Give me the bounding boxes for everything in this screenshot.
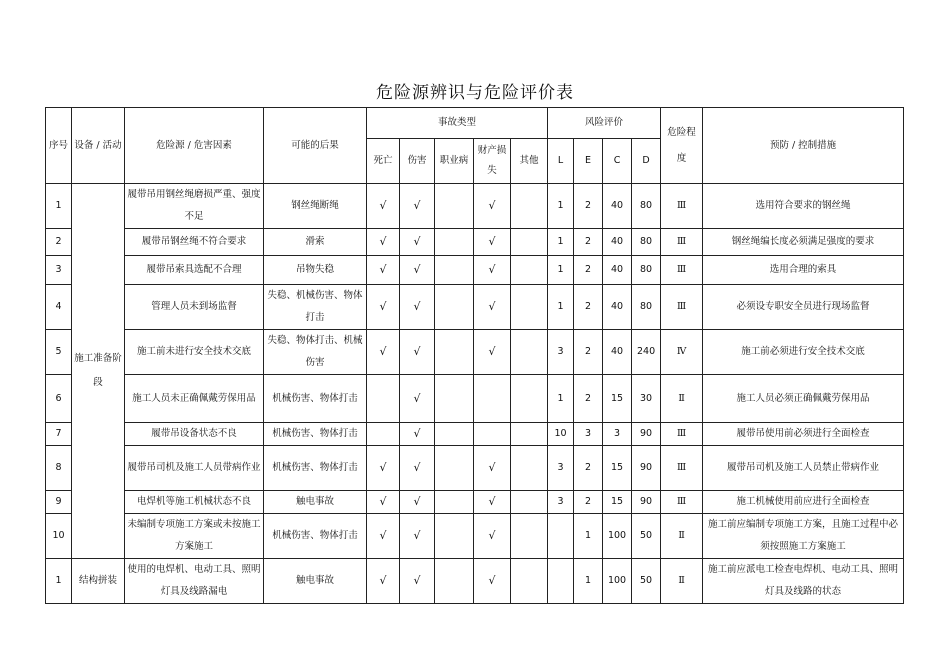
page-title: 危险源辨识与危险评价表: [376, 83, 574, 103]
row-D: 50: [632, 514, 661, 559]
row-measure: 施工前应派电工检查电焊机、电动工具、照明灯具及线路的状态: [703, 559, 904, 604]
header-injury: 伤害: [400, 139, 435, 184]
row-C: 100: [603, 559, 632, 604]
table-row: [46, 256, 904, 285]
header-death: 死亡: [367, 139, 400, 184]
row-level: Ⅲ: [661, 491, 703, 514]
row-level: Ⅲ: [661, 229, 703, 256]
row-level: Ⅱ: [661, 514, 703, 559]
row-seq: 7: [46, 423, 72, 446]
row-death: [367, 375, 400, 423]
row-hazard: 履带吊用钢丝绳磨损严重、强度不足: [125, 184, 264, 229]
header-occupational: 职业病: [435, 139, 474, 184]
header-risk-eval: 风险评价: [548, 108, 661, 139]
header-E: E: [574, 139, 603, 184]
row-prop: [474, 423, 511, 446]
row-seq: 9: [46, 491, 72, 514]
row-other: [511, 256, 548, 285]
row-other: [511, 559, 548, 604]
table-row: [46, 375, 904, 423]
row-death: √: [367, 285, 400, 330]
row-consequence: 触电事故: [264, 559, 367, 604]
row-D: 90: [632, 491, 661, 514]
hazard-table: [45, 107, 904, 604]
row-other: [511, 285, 548, 330]
row-level: Ⅲ: [661, 446, 703, 491]
row-other: [511, 446, 548, 491]
table-row: [46, 491, 904, 514]
row-other: [511, 375, 548, 423]
table-row: [46, 330, 904, 375]
row-consequence: 钢丝绳断绳: [264, 184, 367, 229]
row-D: 240: [632, 330, 661, 375]
row-measure: 履带吊使用前必须进行全面检查: [703, 423, 904, 446]
group-cell: 施工准备阶段: [72, 184, 125, 559]
row-death: √: [367, 559, 400, 604]
row-measure: 必须设专职安全员进行现场监督: [703, 285, 904, 330]
row-injury: √: [400, 423, 435, 446]
header-C: C: [603, 139, 632, 184]
row-D: 80: [632, 285, 661, 330]
row-E: 2: [574, 184, 603, 229]
row-E: 2: [574, 446, 603, 491]
row-consequence: 机械伤害、物体打击: [264, 514, 367, 559]
row-level: Ⅲ: [661, 256, 703, 285]
row-seq: 2: [46, 229, 72, 256]
row-hazard: 管理人员未到场监督: [125, 285, 264, 330]
table-row: [46, 184, 904, 229]
row-occ: [435, 256, 474, 285]
row-occ: [435, 514, 474, 559]
row-E: 3: [574, 423, 603, 446]
row-D: 80: [632, 229, 661, 256]
row-prop: √: [474, 559, 511, 604]
row-injury: √: [400, 229, 435, 256]
row-consequence: 机械伤害、物体打击: [264, 423, 367, 446]
header-D: D: [632, 139, 661, 184]
row-L: 1: [548, 256, 574, 285]
row-L: [548, 559, 574, 604]
row-L: 3: [548, 330, 574, 375]
row-other: [511, 423, 548, 446]
table-row: [46, 285, 904, 330]
header-equip: 设备 / 活动: [72, 108, 125, 184]
row-D: 90: [632, 423, 661, 446]
row-injury: √: [400, 184, 435, 229]
row-E: 2: [574, 256, 603, 285]
row-prop: √: [474, 184, 511, 229]
row-prop: √: [474, 491, 511, 514]
header-accident-type: 事故类型: [367, 108, 548, 139]
table-row: [46, 514, 904, 559]
row-occ: [435, 184, 474, 229]
row-C: 100: [603, 514, 632, 559]
row-death: √: [367, 491, 400, 514]
row-L: 10: [548, 423, 574, 446]
row-seq: 8: [46, 446, 72, 491]
row-injury: √: [400, 491, 435, 514]
row-C: 40: [603, 330, 632, 375]
row-seq: 5: [46, 330, 72, 375]
row-death: √: [367, 184, 400, 229]
row-level: Ⅲ: [661, 184, 703, 229]
row-occ: [435, 491, 474, 514]
row-injury: √: [400, 330, 435, 375]
row-other: [511, 514, 548, 559]
row-seq: 1: [46, 184, 72, 229]
row-measure: 施工人员必须正确佩戴劳保用品: [703, 375, 904, 423]
row-D: 50: [632, 559, 661, 604]
row-seq: 4: [46, 285, 72, 330]
row-death: √: [367, 229, 400, 256]
row-other: [511, 229, 548, 256]
row-L: 1: [548, 184, 574, 229]
row-injury: √: [400, 256, 435, 285]
row-prop: [474, 375, 511, 423]
row-D: 80: [632, 256, 661, 285]
header-danger-level: 危险程度: [661, 108, 703, 184]
row-E: 1: [574, 559, 603, 604]
table-row: [46, 559, 904, 604]
row-seq: 10: [46, 514, 72, 559]
row-level: Ⅱ: [661, 375, 703, 423]
row-consequence: 机械伤害、物体打击: [264, 375, 367, 423]
row-hazard: 未编制专项施工方案或未按施工方案施工: [125, 514, 264, 559]
row-hazard: 履带吊司机及施工人员带病作业: [125, 446, 264, 491]
header-measures: 预防 / 控制措施: [703, 108, 904, 184]
row-consequence: 失稳、机械伤害、物体打击: [264, 285, 367, 330]
row-D: 80: [632, 184, 661, 229]
row-occ: [435, 330, 474, 375]
row-prop: √: [474, 285, 511, 330]
row-other: [511, 491, 548, 514]
row-consequence: 失稳、物体打击、机械伤害: [264, 330, 367, 375]
row-C: 40: [603, 229, 632, 256]
row-death: [367, 423, 400, 446]
row-prop: √: [474, 229, 511, 256]
row-death: √: [367, 330, 400, 375]
row-level: Ⅱ: [661, 559, 703, 604]
row-L: 3: [548, 446, 574, 491]
row-C: 3: [603, 423, 632, 446]
row-hazard: 施工人员未正确佩戴劳保用品: [125, 375, 264, 423]
row-seq: 1: [46, 559, 72, 604]
row-level: Ⅲ: [661, 285, 703, 330]
row-measure: 履带吊司机及施工人员禁止带病作业: [703, 446, 904, 491]
row-prop: √: [474, 256, 511, 285]
row-hazard: 履带吊设备状态不良: [125, 423, 264, 446]
row-injury: √: [400, 285, 435, 330]
row-seq: 6: [46, 375, 72, 423]
row-hazard: 履带吊钢丝绳不符合要求: [125, 229, 264, 256]
row-level: Ⅳ: [661, 330, 703, 375]
header-seq: 序号: [46, 108, 72, 184]
row-C: 40: [603, 184, 632, 229]
row-hazard: 电焊机等施工机械状态不良: [125, 491, 264, 514]
row-level: Ⅲ: [661, 423, 703, 446]
row-hazard: 履带吊索具选配不合理: [125, 256, 264, 285]
row-C: 15: [603, 491, 632, 514]
row-consequence: 吊物失稳: [264, 256, 367, 285]
row-D: 30: [632, 375, 661, 423]
row-consequence: 机械伤害、物体打击: [264, 446, 367, 491]
header-other: 其他: [511, 139, 548, 184]
row-other: [511, 184, 548, 229]
row-measure: 选用符合要求的钢丝绳: [703, 184, 904, 229]
row-E: 2: [574, 285, 603, 330]
header-hazard: 危险源 / 危害因素: [125, 108, 264, 184]
row-D: 90: [632, 446, 661, 491]
row-death: √: [367, 256, 400, 285]
row-seq: 3: [46, 256, 72, 285]
row-injury: √: [400, 446, 435, 491]
row-E: 2: [574, 491, 603, 514]
table-row: [46, 229, 904, 256]
row-consequence: 滑索: [264, 229, 367, 256]
header-property: 财产损失: [474, 139, 511, 184]
row-L: [548, 514, 574, 559]
header-L: L: [548, 139, 574, 184]
row-L: 1: [548, 375, 574, 423]
row-hazard: 施工前未进行安全技术交底: [125, 330, 264, 375]
row-C: 40: [603, 285, 632, 330]
row-measure: 钢丝绳编长度必须满足强度的要求: [703, 229, 904, 256]
row-E: 2: [574, 330, 603, 375]
row-occ: [435, 559, 474, 604]
row-measure: 施工前必须进行安全技术交底: [703, 330, 904, 375]
row-E: 2: [574, 229, 603, 256]
row-death: √: [367, 446, 400, 491]
group-cell: 结构拼装: [72, 559, 125, 604]
header-consequence: 可能的后果: [264, 108, 367, 184]
row-occ: [435, 375, 474, 423]
table-row: [46, 423, 904, 446]
row-C: 40: [603, 256, 632, 285]
row-E: 2: [574, 375, 603, 423]
row-injury: √: [400, 514, 435, 559]
row-occ: [435, 229, 474, 256]
row-E: 1: [574, 514, 603, 559]
row-L: 3: [548, 491, 574, 514]
row-C: 15: [603, 375, 632, 423]
row-measure: 施工机械使用前应进行全面检查: [703, 491, 904, 514]
row-occ: [435, 446, 474, 491]
row-prop: √: [474, 330, 511, 375]
row-death: √: [367, 514, 400, 559]
row-injury: √: [400, 559, 435, 604]
row-hazard: 使用的电焊机、电动工具、照明灯具及线路漏电: [125, 559, 264, 604]
row-occ: [435, 423, 474, 446]
row-C: 15: [603, 446, 632, 491]
row-prop: √: [474, 514, 511, 559]
row-occ: [435, 285, 474, 330]
row-measure: 施工前应编制专项施工方案，且施工过程中必须按照施工方案施工: [703, 514, 904, 559]
table-row: [46, 446, 904, 491]
row-L: 1: [548, 285, 574, 330]
row-other: [511, 330, 548, 375]
row-injury: √: [400, 375, 435, 423]
row-L: 1: [548, 229, 574, 256]
row-consequence: 触电事故: [264, 491, 367, 514]
row-prop: √: [474, 446, 511, 491]
row-measure: 选用合理的索具: [703, 256, 904, 285]
